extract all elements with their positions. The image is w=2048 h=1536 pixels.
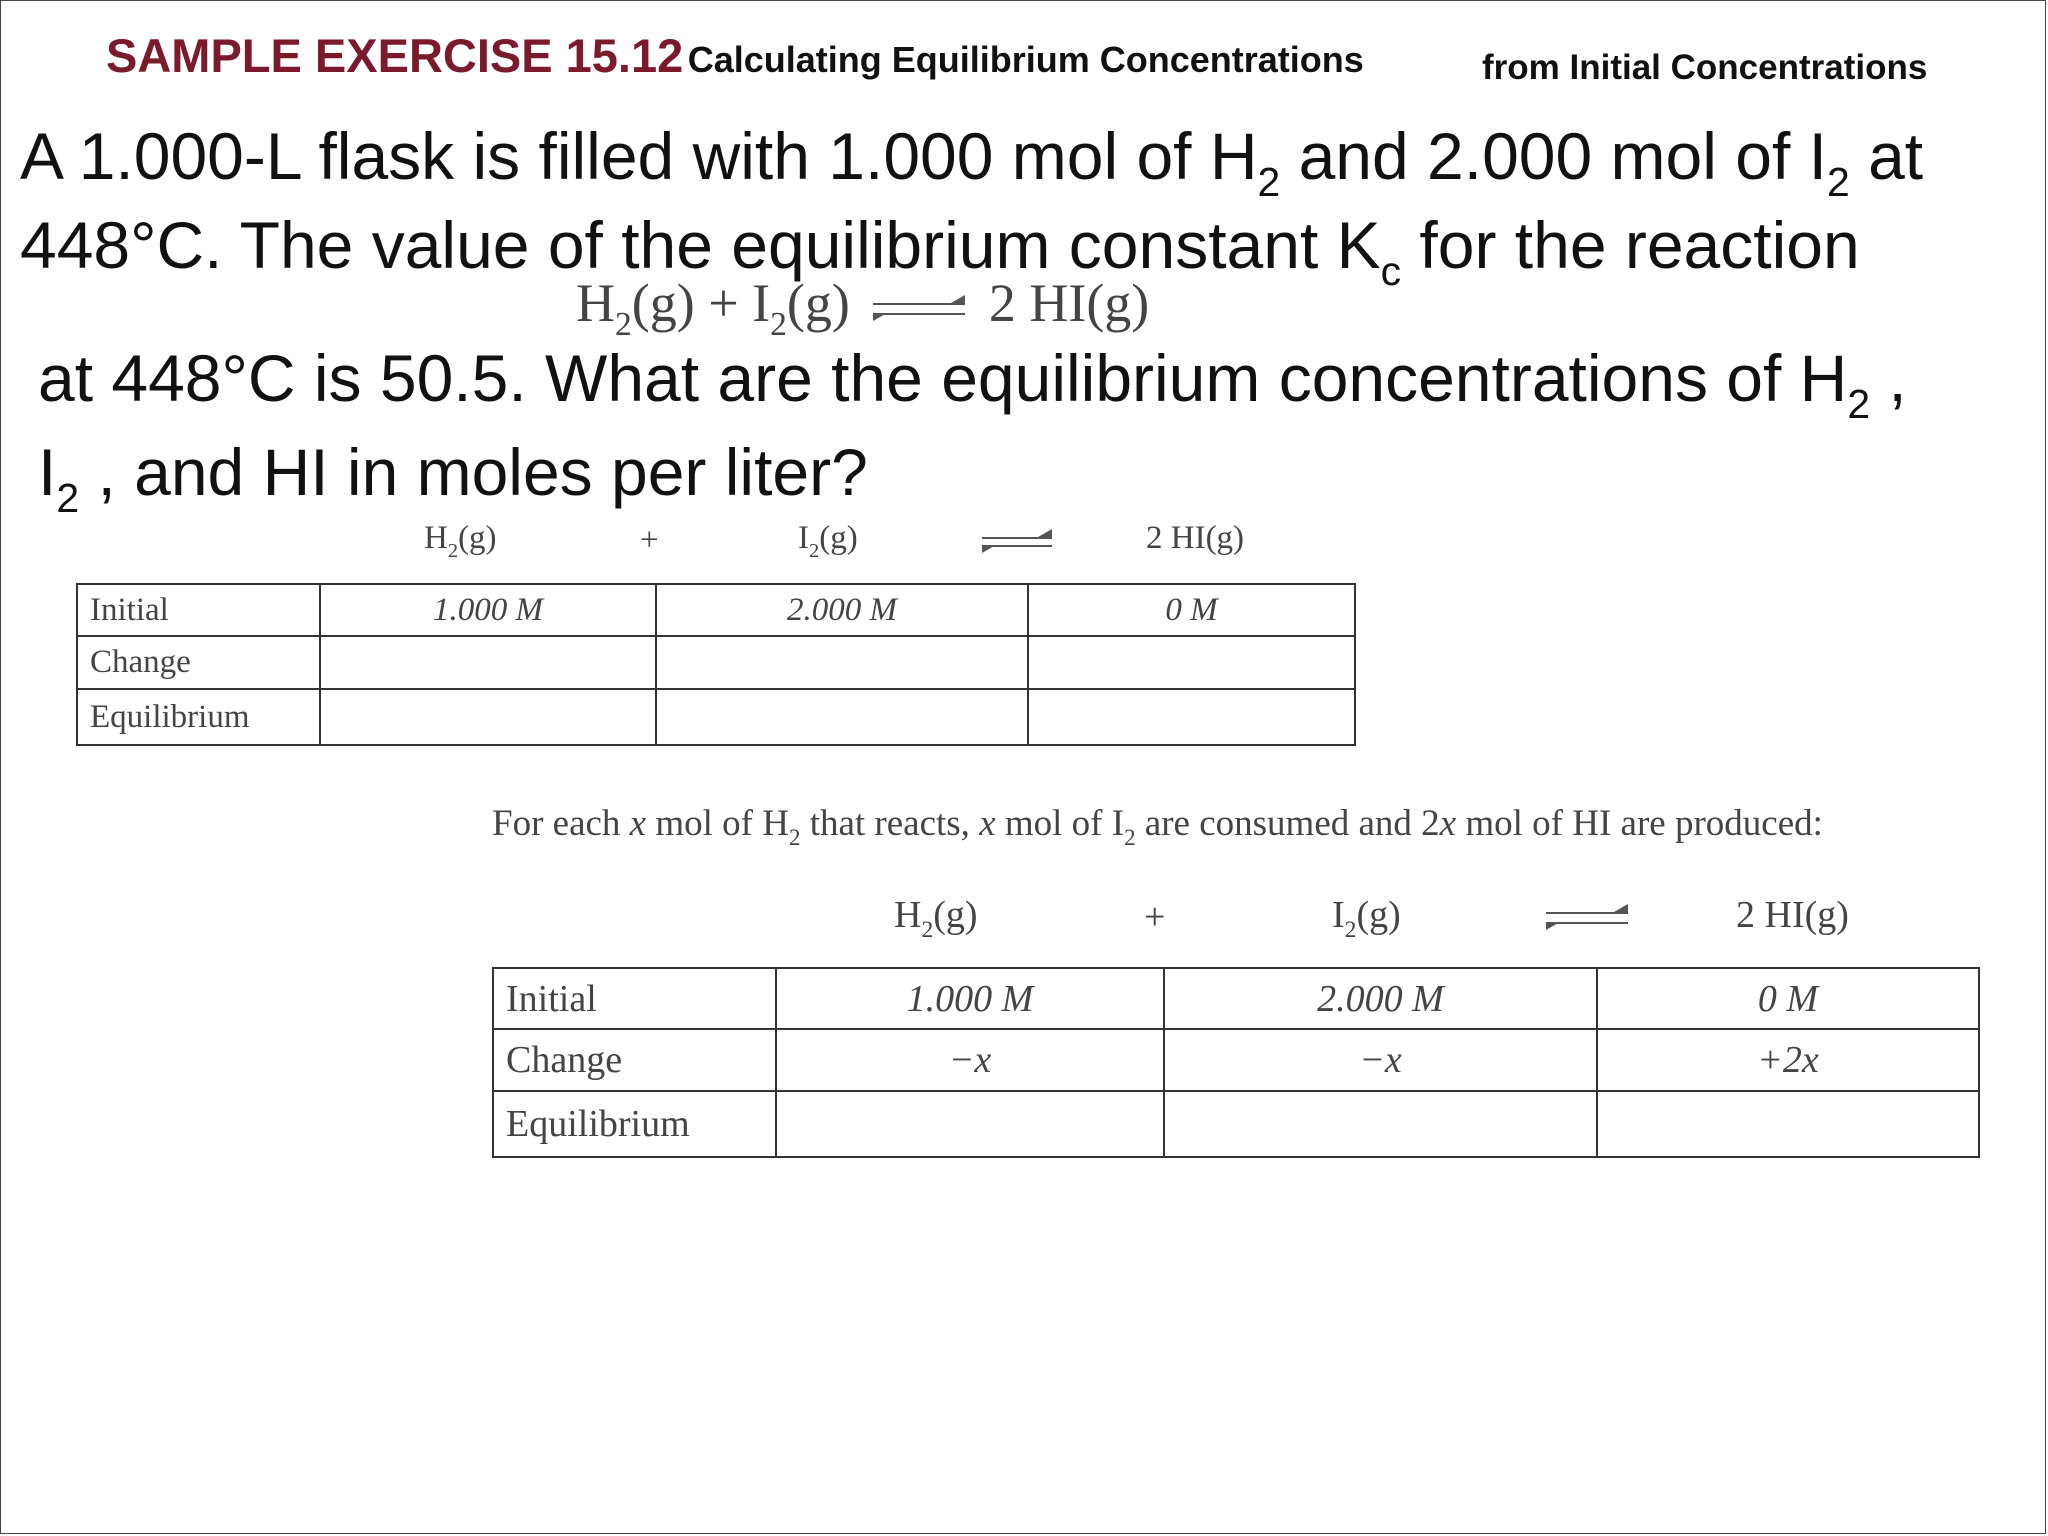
exercise-label: SAMPLE EXERCISE 15.12 — [106, 29, 684, 82]
problem-line-4 — [38, 434, 868, 522]
problem-text: , — [1870, 341, 1907, 415]
explanation-text: For each — [492, 803, 630, 844]
equation-text: (g) + I — [631, 273, 771, 333]
exercise-subtitle-part2: from Initial Concentrations — [1482, 48, 1928, 87]
subscript: 2 — [56, 475, 80, 522]
subscript: 2 — [1847, 381, 1871, 428]
header-text: I — [1332, 894, 1345, 936]
cell-hi: +2x — [1597, 1029, 1979, 1091]
header-text: (g) — [458, 520, 497, 556]
table1-header-i2 — [798, 520, 858, 562]
exercise-subtitle-part1: Calculating Equilibrium Concentrations — [687, 39, 1364, 80]
problem-text: for the reaction — [1401, 208, 1860, 282]
variable-x: x — [1439, 803, 1457, 844]
equation-text: (g) — [786, 273, 850, 333]
header-text: (g) — [819, 520, 858, 556]
table1-equilibrium-arrow-icon — [982, 533, 1052, 551]
row-label: Equilibrium — [493, 1091, 776, 1157]
cell-i2 — [1164, 1091, 1597, 1157]
variable-x: x — [629, 803, 647, 844]
table-row — [77, 689, 1355, 745]
problem-text: , and HI in moles per liter? — [79, 435, 868, 509]
equation-text: H — [576, 273, 615, 333]
cell-i2: 2.000 M — [1164, 968, 1597, 1029]
cell-i2: −x — [1164, 1029, 1597, 1091]
table2-header-i2 — [1332, 893, 1401, 943]
cell-i2 — [656, 689, 1028, 745]
subscript: 2 — [1344, 916, 1357, 943]
explanation-text: mol of I — [995, 803, 1125, 844]
table2-header-h2 — [894, 893, 978, 943]
explanation-text: are consumed and 2 — [1135, 803, 1440, 844]
row-label: Initial — [493, 968, 776, 1029]
cell-h2: 1.000 M — [320, 584, 656, 636]
row-label: Change — [77, 636, 320, 689]
problem-text: I — [38, 435, 57, 509]
subscript: 2 — [615, 306, 632, 344]
cell-i2 — [656, 636, 1028, 689]
cell-hi — [1597, 1091, 1979, 1157]
header-text: (g) — [933, 894, 978, 936]
problem-text: 448°C. The value of the equilibrium constant K — [20, 208, 1381, 282]
header-text: I — [798, 520, 809, 556]
header-text: H — [424, 520, 448, 556]
subscript: 2 — [770, 306, 787, 344]
cell-h2 — [320, 636, 656, 689]
problem-text: and 2.000 mol of I — [1280, 119, 1827, 193]
cell-h2: −x — [776, 1029, 1164, 1091]
subscript: 2 — [1124, 824, 1136, 850]
subscript: 2 — [1826, 159, 1850, 206]
explanation-text: that reacts, — [800, 803, 980, 844]
explanation-text: mol of HI are produced: — [1456, 803, 1823, 844]
cell-hi: 0 M — [1028, 584, 1355, 636]
row-label: Initial — [77, 584, 320, 636]
header-text: (g) — [1356, 894, 1401, 936]
table2-header-hi: 2 HI(g) — [1736, 894, 1849, 936]
variable-x: x — [979, 803, 996, 844]
table1-header-h2 — [424, 520, 497, 562]
cell-hi: 0 M — [1597, 968, 1979, 1029]
subscript: 2 — [1257, 159, 1281, 206]
cell-h2: 1.000 M — [776, 968, 1164, 1029]
problem-text: A 1.000-L flask is filled with 1.000 mol of H — [20, 119, 1258, 193]
table2-header-plus: + — [1144, 896, 1166, 938]
subscript: 2 — [788, 824, 801, 850]
problem-line-1 — [20, 118, 1924, 206]
table1-header-plus: + — [640, 522, 659, 558]
cell-h2 — [776, 1091, 1164, 1157]
table2-equilibrium-arrow-icon — [1546, 909, 1628, 927]
problem-text: at 448°C is 50.5. What are the equilibrium concentrations of H — [38, 341, 1848, 415]
table-row — [493, 1091, 1979, 1157]
explanation-text: mol of H — [646, 803, 789, 844]
reaction-equation — [576, 272, 1150, 344]
subscript: c — [1380, 248, 1402, 295]
problem-text: at — [1849, 119, 1924, 193]
equation-text: 2 HI(g) — [988, 273, 1150, 333]
table-row — [493, 1029, 1979, 1091]
table-row — [77, 636, 1355, 689]
cell-h2 — [320, 689, 656, 745]
problem-line-2 — [20, 207, 1860, 295]
ice-table-1 — [76, 583, 1356, 746]
table1-header-hi: 2 HI(g) — [1146, 520, 1245, 556]
cell-hi — [1028, 636, 1355, 689]
table-row — [493, 968, 1979, 1029]
header-text: H — [894, 894, 922, 936]
subscript: 2 — [809, 539, 820, 562]
subscript: 2 — [447, 539, 459, 562]
explanation-paragraph — [492, 802, 1980, 850]
row-label: Change — [493, 1029, 776, 1091]
slide-title — [106, 28, 1364, 83]
cell-i2: 2.000 M — [656, 584, 1028, 636]
cell-hi — [1028, 689, 1355, 745]
problem-line-3 — [38, 340, 1907, 428]
equilibrium-arrow-icon — [873, 299, 965, 319]
row-label: Equilibrium — [77, 689, 320, 745]
ice-table-2 — [492, 967, 1980, 1158]
subscript: 2 — [921, 916, 934, 943]
table-row — [77, 584, 1355, 636]
